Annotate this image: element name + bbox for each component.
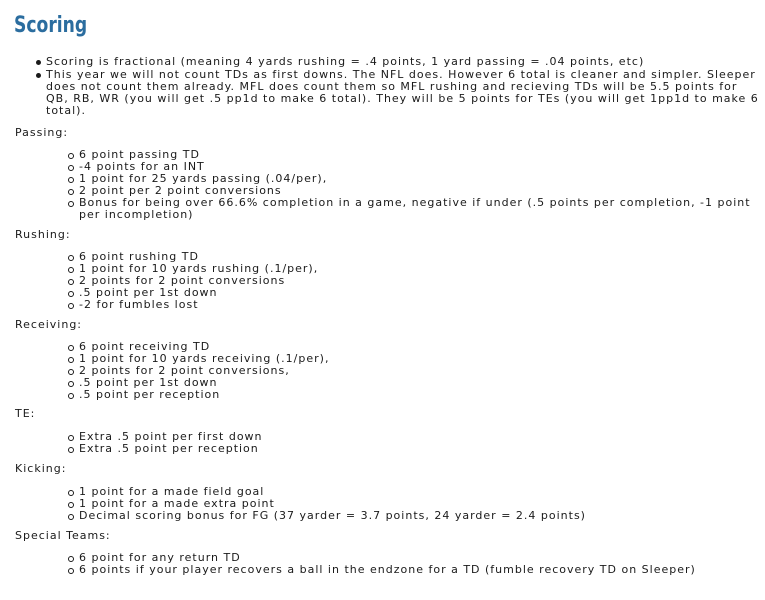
intro-text: Scoring is fractional (meaning 4 yards rushing = .4 points, 1 yard passing = .04 points, etc) [46,55,645,68]
section-label: Receiving: [15,318,83,331]
circle-bullet-icon [68,201,74,207]
item-text: 6 point for any return TD [79,551,241,564]
list-item [67,197,755,221]
item-text: 2 points for 2 point conversions, [79,364,290,377]
passing-list [67,149,755,221]
circle-bullet-icon [68,279,74,285]
bullet-icon [36,73,41,78]
list-item [67,510,755,522]
circle-bullet-icon [68,381,74,387]
rushing-list [67,251,755,311]
item-text: .5 point per 1st down [79,286,218,299]
circle-bullet-icon [68,490,74,496]
item-text: Extra .5 point per reception [79,442,259,455]
circle-bullet-icon [68,556,74,562]
item-text: Extra .5 point per first down [79,430,263,443]
item-text: 1 point for 10 yards receiving (.1/per), [79,352,330,365]
circle-bullet-icon [68,303,74,309]
item-text: 6 point rushing TD [79,250,199,263]
circle-bullet-icon [68,345,74,351]
list-item [67,299,755,311]
circle-bullet-icon [68,177,74,183]
bullet-icon [36,60,41,65]
circle-bullet-icon [68,568,74,574]
item-text: 6 point passing TD [79,148,200,161]
item-text: 1 point for a made field goal [79,485,265,498]
circle-bullet-icon [68,447,74,453]
intro-text: This year we will not count TDs as first downs. The NFL does. However 6 total is cleaner and simpler. Sleeper does not count them already. MFL does count them so MFL rushing and recieving TDs will be 5.5 points for QB, RB, WR (you will get .5 pp1d to make 6 total). They will be 5 points for TEs (you will get 1pp1d to make 6 total). [46,68,759,117]
item-text: .5 point per 1st down [79,376,218,389]
section-label: Special Teams: [15,529,111,542]
circle-bullet-icon [68,267,74,273]
circle-bullet-icon [68,435,74,441]
section-label: TE: [15,407,36,420]
circle-bullet-icon [68,165,74,171]
circle-bullet-icon [68,189,74,195]
item-text: 6 points if your player recovers a ball in the endzone for a TD (fumble recovery TD on Sleeper) [79,563,696,576]
circle-bullet-icon [68,514,74,520]
page-title: Scoring [14,13,88,38]
circle-bullet-icon [68,369,74,375]
item-text: 1 point for 10 yards rushing (.1/per), [79,262,319,275]
circle-bullet-icon [68,502,74,508]
receiving-list [67,341,755,401]
list-item [34,69,762,117]
item-text: 1 point for 25 yards passing (.04/per), [79,172,328,185]
item-text: -2 for fumbles lost [79,298,199,311]
item-text: 6 point receiving TD [79,340,211,353]
section-passing [15,127,755,221]
list-item [67,443,755,455]
item-text: 1 point for a made extra point [79,497,275,510]
circle-bullet-icon [68,291,74,297]
intro-list [34,56,762,118]
list-item [67,389,755,401]
section-te [15,408,755,455]
item-text: .5 point per reception [79,388,221,401]
section-label: Kicking: [15,462,67,475]
item-text: Decimal scoring bonus for FG (37 yarder = 3.7 points, 24 yarder = 2.4 points) [79,509,586,522]
item-text: -4 points for an INT [79,160,205,173]
section-label: Passing: [15,126,69,139]
circle-bullet-icon [68,153,74,159]
section-label: Rushing: [15,228,71,241]
circle-bullet-icon [68,393,74,399]
section-special-teams [15,530,755,576]
item-text: 2 point per 2 point conversions [79,184,282,197]
section-kicking [15,463,755,522]
kicking-list [67,486,755,522]
circle-bullet-icon [68,255,74,261]
special-teams-list [67,552,755,576]
item-text: Bonus for being over 66.6% completion in a game, negative if under (.5 points per completion, -1 point per incompletion) [79,196,751,221]
list-item [34,56,762,68]
section-rushing [15,229,755,311]
section-receiving [15,319,755,401]
te-list [67,431,755,455]
list-item [67,564,755,576]
circle-bullet-icon [68,357,74,363]
item-text: 2 points for 2 point conversions [79,274,286,287]
